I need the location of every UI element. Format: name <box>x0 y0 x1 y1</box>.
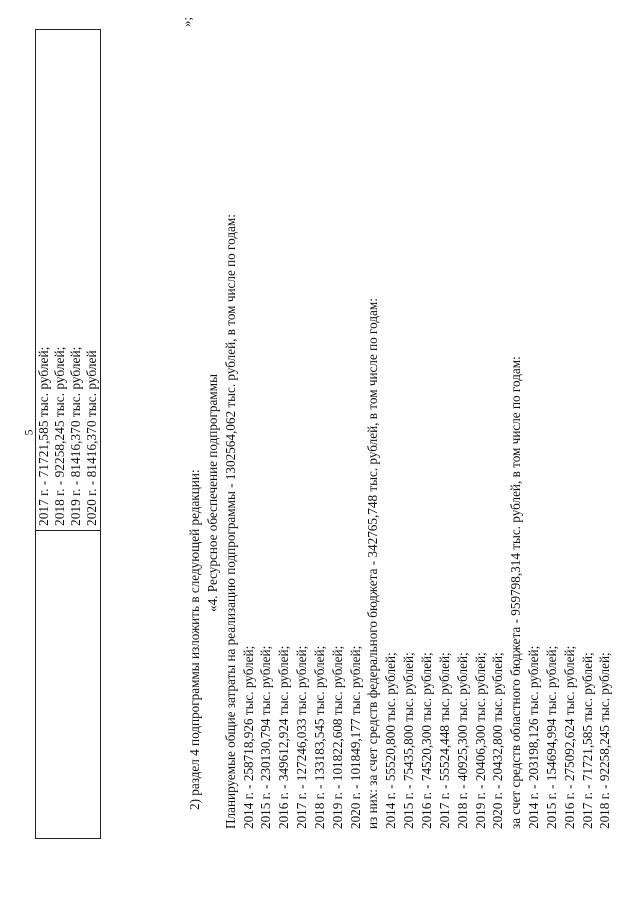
table-cell-empty <box>36 531 101 839</box>
total-year-line: 2015 г. - 230130,794 тыс. рублей; <box>258 645 274 829</box>
section-heading: «4. Ресурсное обеспечение подпрограммы <box>204 374 220 612</box>
table-row <box>36 30 101 839</box>
intro-line: 2) раздел 4 подпрограммы изложить в следующей редакции: <box>187 469 202 810</box>
federal-year-line: 2018 г. - 40925,300 тыс. рублей; <box>454 652 470 829</box>
federal-lead: из них: за счет средств федерального бюджета - 342765,748 тыс. рублей, в том числе по годам: <box>365 298 381 829</box>
federal-year-line: 2017 г. - 55524,448 тыс. рублей; <box>436 652 452 829</box>
regional-lead: за счет средств областного бюджета - 959798,314 тыс. рублей, в том числе по годам: <box>508 356 524 829</box>
table-line: 2020 г. - 81416,370 тыс. рублей <box>84 350 99 526</box>
federal-year-line: 2019 г. - 20406,300 тыс. рублей; <box>472 652 488 829</box>
page-number: 5 <box>21 429 36 436</box>
regional-year-line: 2017 г. - 71721,585 тыс. рублей; <box>579 652 595 829</box>
funding-table <box>35 29 101 839</box>
total-year-line: 2016 г. - 349612,924 тыс. рублей; <box>276 645 292 829</box>
total-year-line: 2020 г. - 101849,177 тыс. рублей; <box>347 645 363 829</box>
closing-quote: »; <box>179 16 194 27</box>
federal-year-line: 2020 г. - 20432,800 тыс. рублей; <box>490 652 506 829</box>
table-cell-years <box>36 30 101 531</box>
total-year-line: 2018 г. - 133183,545 тыс. рублей; <box>311 645 327 829</box>
regional-year-line: 2014 г. - 203198,126 тыс. рублей; <box>526 645 542 829</box>
regional-year-line: 2018 г. - 92258,245 тыс. рублей; <box>597 652 613 829</box>
total-year-line: 2017 г. - 127246,033 тыс. рублей; <box>294 645 310 829</box>
federal-year-line: 2016 г. - 74520,300 тыс. рублей; <box>418 652 434 829</box>
table-line: 2019 г. - 81416,370 тыс. рублей; <box>68 346 83 526</box>
table-line: 2017 г. - 71721,585 тыс. рублей; <box>36 346 51 526</box>
section-text <box>186 214 614 829</box>
federal-year-line: 2015 г. - 75435,800 тыс. рублей; <box>401 652 417 829</box>
federal-year-line: 2014 г. - 55520,800 тыс. рублей; <box>383 652 399 829</box>
total-lead: Планируемые общие затраты на реализацию подпрограммы - 1302564,062 тыс. рублей, в том числе по годам: <box>222 214 238 829</box>
regional-year-line: 2015 г. - 154694,994 тыс. рублей; <box>543 645 559 829</box>
table-line: 2018 г. - 92258,245 тыс. рублей; <box>52 346 67 526</box>
regional-year-line: 2016 г. - 275092,624 тыс. рублей; <box>561 645 577 829</box>
total-year-line: 2019 г. - 101822,608 тыс. рублей; <box>329 645 345 829</box>
total-year-line: 2014 г. - 258718,926 тыс. рублей; <box>240 645 256 829</box>
